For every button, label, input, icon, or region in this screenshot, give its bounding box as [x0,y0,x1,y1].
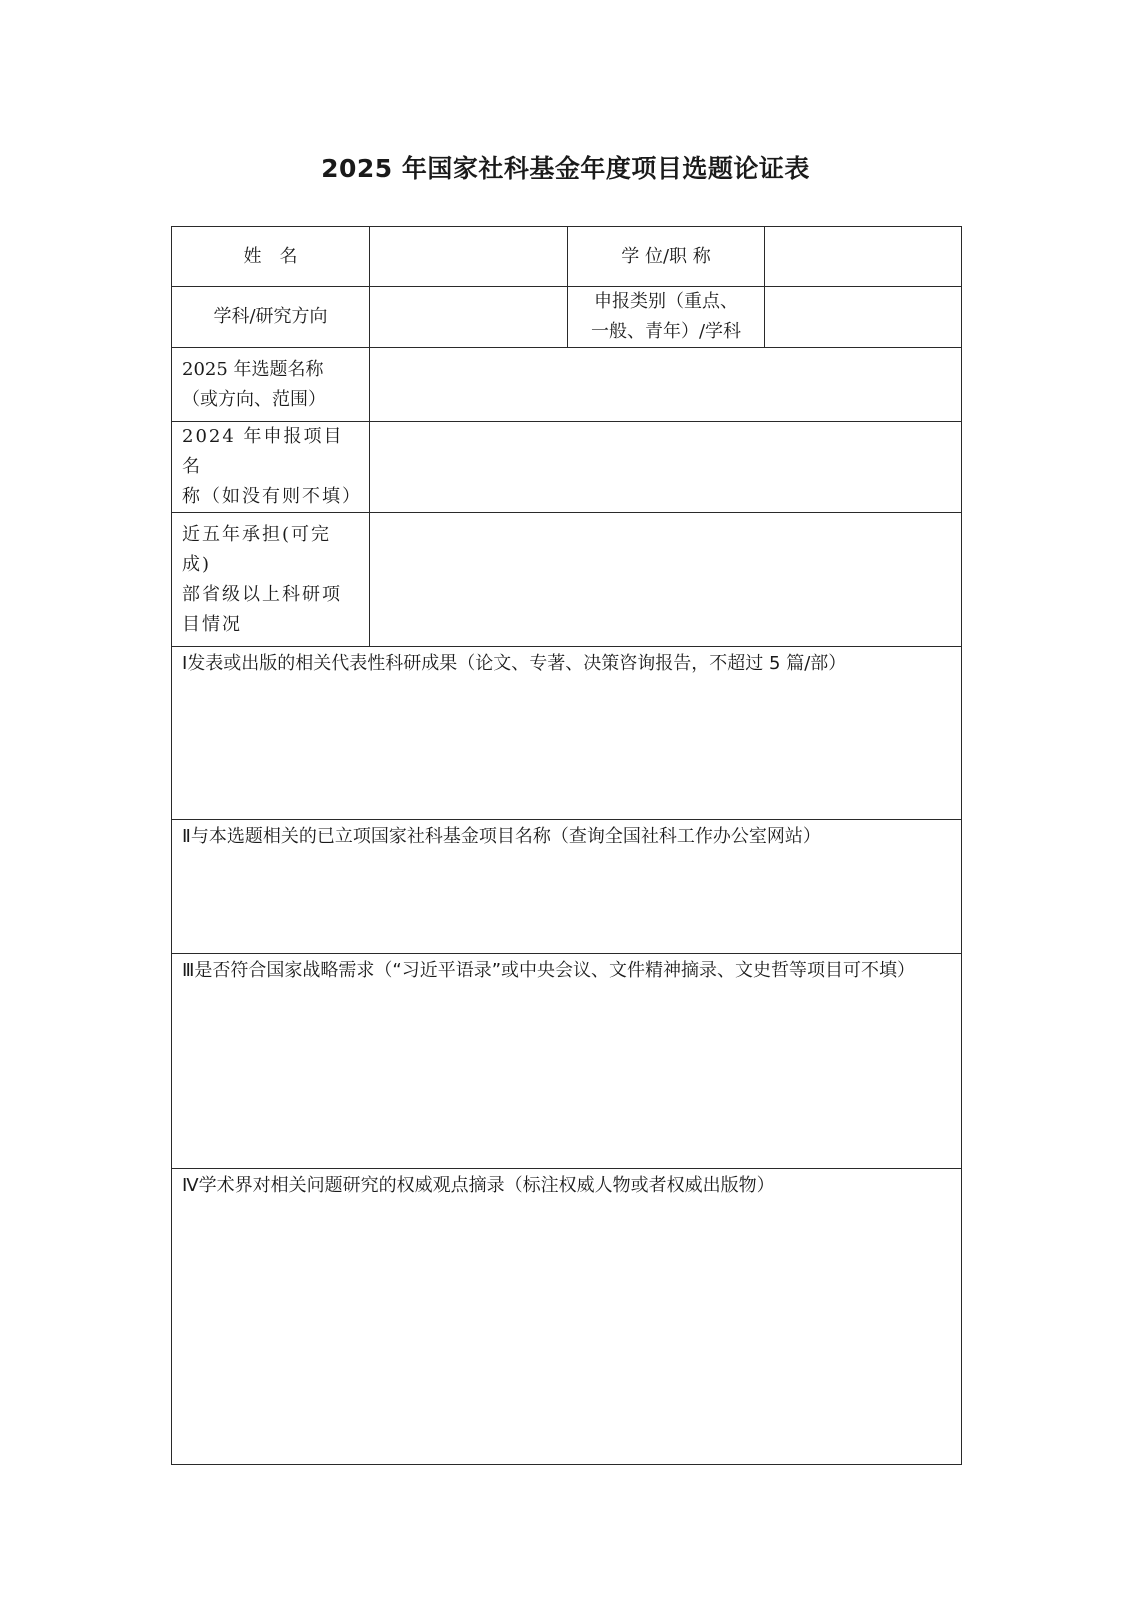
recent-projects-label-line3: 目情况 [182,613,242,635]
category-label-line2: 一般、青年）/学科 [590,321,742,342]
section-1-heading: Ⅰ发表或出版的相关代表性科研成果（论文、专著、决策咨询报告，不超过 5 篇/部） [182,653,847,674]
row-section-2 [172,820,962,954]
recent-projects-label-line2: 部省级以上科研项 [182,583,342,605]
name-field[interactable] [370,227,568,287]
section-2-heading: Ⅱ与本选题相关的已立项国家社科基金项目名称（查询全国社科工作办公室网站） [182,826,821,847]
recent-projects-label [172,513,370,647]
row-topic-2025 [172,348,962,422]
section-3-heading: Ⅲ是否符合国家战略需求（“习近平语录”或中央会议、文件精神摘录、文史哲等项目可不填） [182,960,916,981]
project-2024-label [172,422,370,513]
category-field[interactable] [765,287,962,348]
proposal-form-table [171,226,962,1465]
discipline-field[interactable] [370,287,568,348]
degree-title-field[interactable] [765,227,962,287]
row-section-1 [172,647,962,820]
row-recent-projects [172,513,962,647]
degree-title-label [568,227,765,287]
section-4-authoritative-views[interactable] [172,1169,962,1465]
topic-2025-label-line1: 2025 年选题名称 [182,358,324,380]
project-2024-label-line2: 称（如没有则不填） [182,486,362,507]
name-label [172,227,370,287]
discipline-label [172,287,370,348]
row-discipline-category [172,287,962,348]
project-2024-field[interactable] [370,422,962,513]
name-label-text: 姓 名 [243,245,298,267]
project-2024-label-line1: 2024 年申报项目名 [182,426,344,477]
row-section-4 [172,1169,962,1465]
topic-2025-field[interactable] [370,348,962,422]
page-title: 2025 年国家社科基金年度项目选题论证表 [321,154,810,183]
topic-2025-label [172,348,370,422]
topic-2025-label-line2: （或方向、范围） [182,388,326,410]
row-name-degree [172,227,962,287]
row-section-3 [172,954,962,1169]
section-1-representative-results[interactable] [172,647,962,820]
category-label-line1: 申报类别（重点、 [594,291,738,312]
degree-title-label-text: 学 位/职 称 [621,245,711,267]
section-3-strategic-needs[interactable] [172,954,962,1169]
recent-projects-label-line1: 近五年承担(可完成) [182,523,332,575]
category-label [568,287,765,348]
row-project-2024 [172,422,962,513]
recent-projects-field[interactable] [370,513,962,647]
section-4-heading: Ⅳ学术界对相关问题研究的权威观点摘录（标注权威人物或者权威出版物） [182,1175,775,1196]
discipline-label-text: 学科/研究方向 [213,306,328,327]
section-2-related-funded-projects[interactable] [172,820,962,954]
